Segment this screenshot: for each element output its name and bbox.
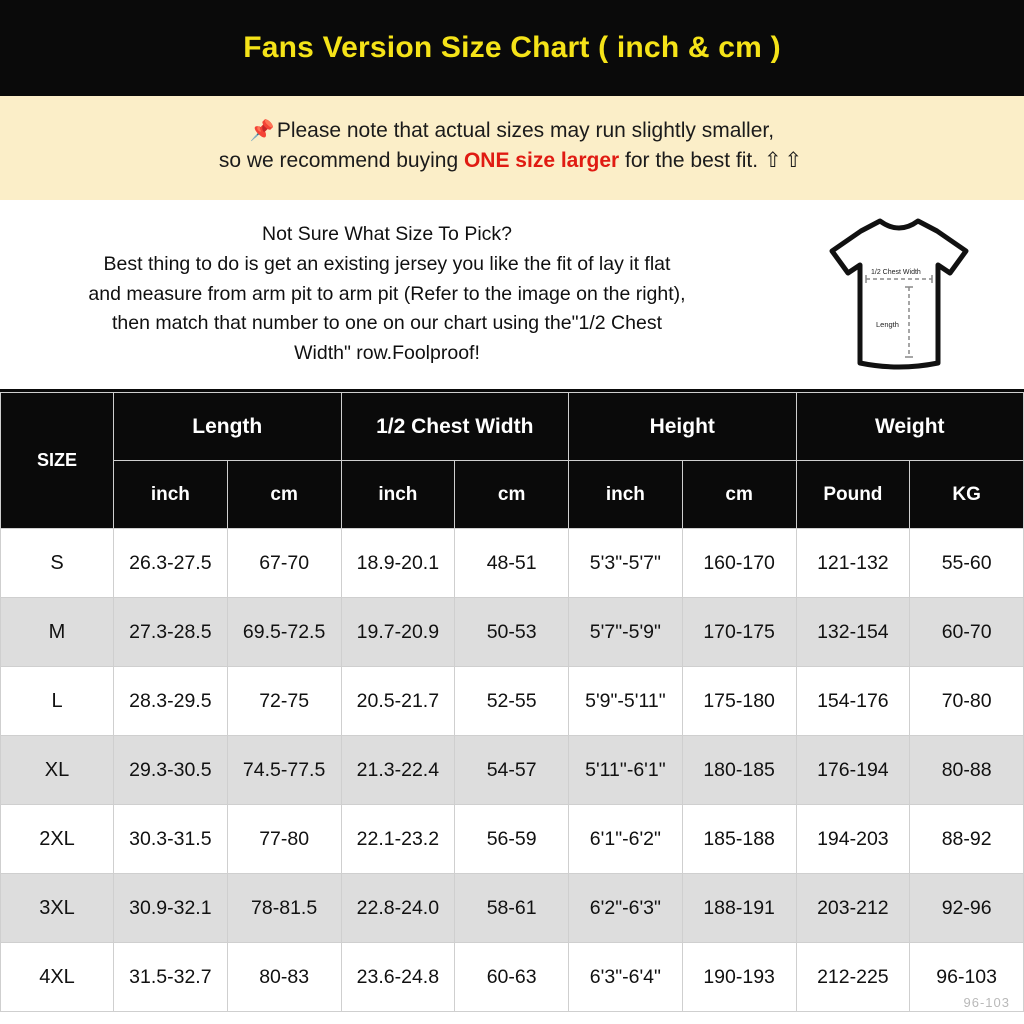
page-title: Fans Version Size Chart ( inch & cm ) (243, 31, 781, 64)
note-banner (0, 96, 1024, 200)
cell-length-inch: 29.3-30.5 (114, 736, 228, 805)
cell-length-inch: 31.5-32.7 (114, 943, 228, 1012)
table-row (1, 667, 1024, 736)
cell-chest-cm: 56-59 (455, 805, 569, 874)
info-line: Width" row.Foolproof! (294, 341, 480, 364)
cell-weight-kg: 92-96 (910, 874, 1024, 943)
cell-size: XL (1, 736, 114, 805)
cell-length-cm: 77-80 (227, 805, 341, 874)
cell-height-cm: 160-170 (682, 529, 796, 598)
cell-length-cm: 74.5-77.5 (227, 736, 341, 805)
info-section (0, 200, 1024, 392)
cell-length-inch: 27.3-28.5 (114, 598, 228, 667)
cell-length-cm: 80-83 (227, 943, 341, 1012)
up-arrows-icon: ⇧⇧ (763, 149, 806, 172)
header-group-height: Height (569, 393, 797, 461)
cell-chest-cm: 60-63 (455, 943, 569, 1012)
note-highlight: ONE size larger (463, 149, 620, 172)
header-size: SIZE (1, 393, 114, 529)
cell-height-inch: 5'11"-6'1" (569, 736, 683, 805)
cell-height-inch: 5'9"-5'11" (569, 667, 683, 736)
cell-weight-pound: 132-154 (796, 598, 910, 667)
cell-height-inch: 5'3"-5'7" (569, 529, 683, 598)
table-head (1, 393, 1024, 529)
cell-chest-inch: 20.5-21.7 (341, 667, 455, 736)
cell-height-cm: 190-193 (682, 943, 796, 1012)
cell-size: L (1, 667, 114, 736)
cell-chest-inch: 18.9-20.1 (341, 529, 455, 598)
header-unit-length-cm: cm (227, 461, 341, 529)
cell-weight-kg: 60-70 (910, 598, 1024, 667)
info-line: Best thing to do is get an existing jersey you like the fit of lay it flat (103, 253, 671, 276)
chest-width-label: 1/2 Chest Width (871, 268, 921, 276)
info-line: and measure from arm pit to arm pit (Refer to the image on the right), (88, 282, 686, 305)
cell-height-cm: 188-191 (682, 874, 796, 943)
cell-length-cm: 78-81.5 (227, 874, 341, 943)
cell-chest-inch: 23.6-24.8 (341, 943, 455, 1012)
cell-chest-cm: 52-55 (455, 667, 569, 736)
table-row (1, 943, 1024, 1012)
cell-length-cm: 69.5-72.5 (227, 598, 341, 667)
cell-height-cm: 170-175 (682, 598, 796, 667)
cell-size: 4XL (1, 943, 114, 1012)
cell-height-inch: 6'1"-6'2" (569, 805, 683, 874)
info-line: Not Sure What Size To Pick? (262, 223, 512, 246)
cell-chest-cm: 50-53 (455, 598, 569, 667)
cell-weight-pound: 203-212 (796, 874, 910, 943)
cell-weight-kg: 70-80 (910, 667, 1024, 736)
cell-weight-pound: 212-225 (796, 943, 910, 1012)
pushpin-icon: 📌 (249, 119, 275, 142)
cell-height-cm: 175-180 (682, 667, 796, 736)
note-line-1-text: Please note that actual sizes may run slightly smaller, (276, 118, 775, 142)
cell-height-inch: 5'7"-5'9" (569, 598, 683, 667)
header-unit-chest-inch: inch (341, 461, 455, 529)
info-line: then match that number to one on our chart using the"1/2 Chest (111, 312, 662, 335)
cell-chest-cm: 58-61 (455, 874, 569, 943)
note-line-2-prefix: so we recommend buying (218, 149, 464, 172)
cell-length-cm: 67-70 (227, 529, 341, 598)
table-row (1, 805, 1024, 874)
header-unit-chest-cm: cm (455, 461, 569, 529)
info-text-block (0, 220, 774, 368)
header-unit-weight-kg: KG (910, 461, 1024, 529)
cell-chest-inch: 22.1-23.2 (341, 805, 455, 874)
cell-height-inch: 6'3"-6'4" (569, 943, 683, 1012)
tshirt-diagram (774, 215, 1024, 375)
cell-chest-inch: 21.3-22.4 (341, 736, 455, 805)
cell-weight-kg: 96-103 (910, 943, 1024, 1012)
header-unit-height-cm: cm (682, 461, 796, 529)
watermark-text: 96-103 (963, 995, 1010, 1010)
cell-height-cm: 185-188 (682, 805, 796, 874)
cell-chest-inch: 22.8-24.0 (341, 874, 455, 943)
cell-weight-kg: 80-88 (910, 736, 1024, 805)
cell-length-cm: 72-75 (227, 667, 341, 736)
table-row (1, 874, 1024, 943)
cell-length-inch: 30.3-31.5 (114, 805, 228, 874)
header-group-weight: Weight (796, 393, 1024, 461)
note-line-1 (250, 116, 774, 146)
cell-weight-kg: 55-60 (910, 529, 1024, 598)
cell-size: M (1, 598, 114, 667)
note-line-2 (219, 146, 805, 176)
header-group-length: Length (114, 393, 342, 461)
table-row (1, 736, 1024, 805)
table-header-row-groups (1, 393, 1024, 461)
cell-weight-kg: 88-92 (910, 805, 1024, 874)
cell-size: 3XL (1, 874, 114, 943)
length-label: Length (876, 319, 899, 329)
header-unit-length-inch: inch (114, 461, 228, 529)
size-table (0, 392, 1024, 1012)
table-header-row-units (1, 461, 1024, 529)
cell-weight-pound: 176-194 (796, 736, 910, 805)
cell-size: S (1, 529, 114, 598)
cell-length-inch: 28.3-29.5 (114, 667, 228, 736)
header-group-chest-width: 1/2 Chest Width (341, 393, 569, 461)
tshirt-diagram-icon (814, 215, 984, 375)
cell-chest-cm: 48-51 (455, 529, 569, 598)
header-unit-weight-pound: Pound (796, 461, 910, 529)
cell-height-inch: 6'2"-6'3" (569, 874, 683, 943)
title-bar (0, 0, 1024, 96)
table-body (1, 529, 1024, 1012)
cell-height-cm: 180-185 (682, 736, 796, 805)
cell-length-inch: 26.3-27.5 (114, 529, 228, 598)
cell-size: 2XL (1, 805, 114, 874)
note-line-2-suffix: for the best fit. (619, 149, 764, 172)
cell-weight-pound: 121-132 (796, 529, 910, 598)
cell-length-inch: 30.9-32.1 (114, 874, 228, 943)
cell-chest-cm: 54-57 (455, 736, 569, 805)
cell-chest-inch: 19.7-20.9 (341, 598, 455, 667)
cell-weight-pound: 194-203 (796, 805, 910, 874)
cell-weight-pound: 154-176 (796, 667, 910, 736)
table-row (1, 598, 1024, 667)
table-row (1, 529, 1024, 598)
header-unit-height-inch: inch (569, 461, 683, 529)
